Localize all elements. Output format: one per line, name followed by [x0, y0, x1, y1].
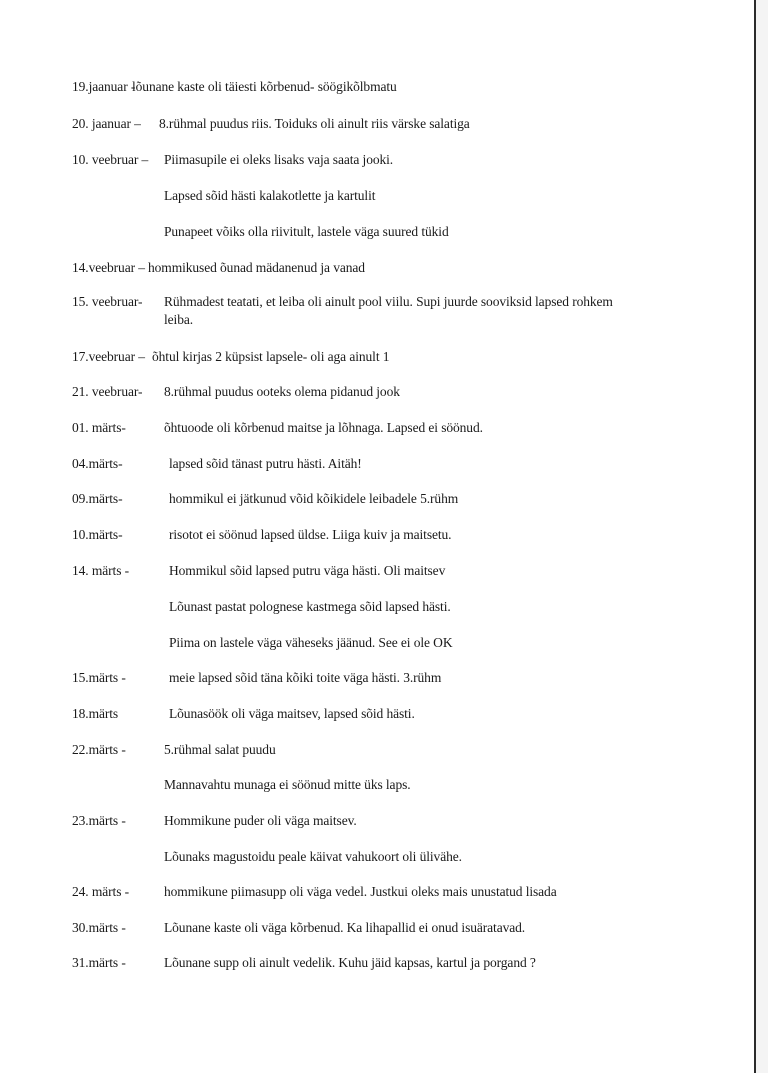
- entry-date: 10. veebruar –: [72, 152, 149, 167]
- entry-text: Mannavahtu munaga ei söönud mitte üks laps.: [164, 777, 411, 792]
- entry-text: 5.rühmal salat puudu: [164, 742, 276, 757]
- log-entry: [72, 954, 536, 972]
- entry-text: lapsed sõid tänast putru hästi. Aitäh!: [169, 456, 362, 471]
- entry-text: meie lapsed sõid täna kõiki toite väga hästi. 3.rühm: [169, 670, 442, 685]
- entry-date: 24. märts -: [72, 884, 130, 899]
- log-entry: [72, 669, 442, 687]
- entry-text: Lõunast pastat polognese kastmega sõid lapsed hästi.: [169, 599, 451, 614]
- entry-text: Lõunasöök oli väga maitsev, lapsed sõid hästi.: [169, 706, 415, 721]
- entry-text: Lõunane supp oli ainult vedelik. Kuhu jäid kapsas, kartul ja porgand ?: [164, 955, 536, 970]
- entry-date: 14. märts -: [72, 563, 130, 578]
- log-entry: [72, 293, 613, 327]
- entry-text: õhtul kirjas 2 küpsist lapsele- oli aga ainult 1: [152, 349, 390, 364]
- entry-text: hommikune piimasupp oli väga vedel. Justkui oleks mais unustatud lisada: [164, 884, 557, 899]
- log-entry: [72, 562, 446, 580]
- entry-date: 17.veebruar –: [72, 349, 145, 364]
- log-entry: [72, 259, 365, 277]
- log-entry: [72, 490, 459, 508]
- entry-text: Lõunane kaste oli väga kõrbenud. Ka lihapallid ei onud isuäratavad.: [164, 920, 526, 935]
- entry-date: 04.märts-: [72, 456, 123, 471]
- entry-text: lõunane kaste oli täiesti kõrbenud- söögikõlbmatu: [132, 79, 397, 94]
- log-entry: [72, 919, 526, 937]
- entry-date: 30.märts -: [72, 920, 126, 935]
- entry-date: 15. veebruar-: [72, 294, 143, 309]
- log-entry: [72, 383, 400, 401]
- log-entry: [72, 419, 483, 437]
- log-entry: [72, 151, 394, 169]
- entry-date: 23.märts -: [72, 813, 126, 828]
- entry-text: hommikused õunad mädanenud ja vanad: [148, 260, 365, 275]
- page-margin: [756, 0, 768, 1073]
- entry-text: 8.rühmal puudus ooteks olema pidanud jook: [164, 384, 400, 399]
- entry-text: Lõunaks magustoidu peale käivat vahukoort oli ülivähe.: [164, 849, 462, 864]
- log-entry: [72, 741, 276, 759]
- entry-date: 31.märts -: [72, 955, 126, 970]
- log-entry: [72, 115, 470, 133]
- log-entry: [72, 526, 452, 544]
- entry-date: 21. veebruar-: [72, 384, 143, 399]
- entry-date: 18.märts: [72, 706, 119, 721]
- entry-date: 19.jaanuar -: [72, 79, 136, 94]
- entry-date: 15.märts -: [72, 670, 126, 685]
- entry-text: Piimasupile ei oleks lisaks vaja saata jooki.: [164, 152, 394, 167]
- entry-text: 8.rühmal puudus riis. Toiduks oli ainult riis värske salatiga: [159, 116, 470, 131]
- log-entry: [72, 78, 397, 96]
- entry-text: risotot ei söönud lapsed üldse. Liiga kuiv ja maitsetu.: [169, 527, 452, 542]
- entry-date: 22.märts -: [72, 742, 126, 757]
- entry-text: hommikul ei jätkunud võid kõikidele leibadele 5.rühm: [169, 491, 459, 506]
- log-entry: [72, 455, 362, 473]
- log-entry: [72, 812, 357, 830]
- log-entry: [72, 705, 415, 723]
- entry-date: 09.märts-: [72, 491, 123, 506]
- log-entry: [72, 348, 390, 366]
- entry-text: Hommikune puder oli väga maitsev.: [164, 813, 357, 828]
- log-entry: [72, 883, 557, 901]
- entry-text: Rühmadest teatati, et leiba oli ainult pool viilu. Supi juurde sooviksid lapsed rohkem leiba.: [164, 294, 613, 327]
- entry-date: 14.veebruar –: [72, 260, 145, 275]
- entry-text: Lapsed sõid hästi kalakotlette ja kartulit: [164, 188, 376, 203]
- entry-text: Hommikul sõid lapsed putru väga hästi. Oli maitsev: [169, 563, 446, 578]
- entry-text: Punapeet võiks olla riivitult, lastele väga suured tükid: [164, 224, 449, 239]
- entry-text: õhtuoode oli kõrbenud maitse ja lõhnaga. Lapsed ei söönud.: [164, 420, 483, 435]
- entry-text: Piima on lastele väga väheseks jäänud. See ei ole OK: [169, 635, 453, 650]
- page-edge-line: [754, 0, 756, 1073]
- entry-date: 10.märts-: [72, 527, 123, 542]
- entry-date: 20. jaanuar –: [72, 116, 141, 131]
- entry-date: 01. märts-: [72, 420, 126, 435]
